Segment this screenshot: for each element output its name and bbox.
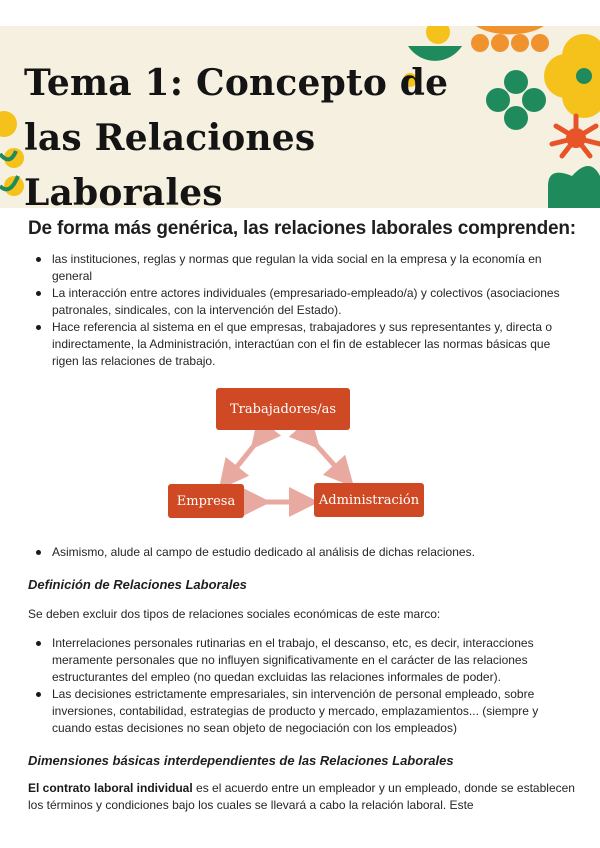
section-intro: Se deben excluir dos tipos de relaciones sociales económicas de este marco: [28, 607, 441, 621]
node-administracion: Administración [314, 483, 424, 517]
section-heading-dimensiones: Dimensiones básicas interdependientes de las Relaciones Laborales [28, 753, 454, 768]
list-item: Asimismo, alude al campo de estudio dedicado al análisis de dichas relaciones. [28, 544, 576, 561]
arrow-right-diagonal [310, 438, 344, 476]
page-title [24, 56, 448, 208]
main-bullet-list [28, 251, 576, 370]
node-empresa: Empresa [168, 484, 244, 518]
header-banner [0, 26, 600, 208]
orange-semicircle-icon [472, 26, 548, 34]
document-body [28, 218, 576, 814]
relations-diagram [28, 388, 576, 534]
title-line-2: las Relaciones [24, 117, 316, 159]
list-item: Las decisiones estrictamente empresariales, sin intervención de personal empleado, sobre inversiones, contabilidad, estrategias de producto y mercado, emplazamientos... (siempre y cuando estas decisiones no sean objeto de negociación con los empleados) [28, 686, 576, 737]
title-line-1: Tema 1: Concepto de [24, 62, 449, 104]
list-item: La interacción entre actores individuales (empresariado-empleado/a) y colectivos (asociaciones patronales, sindicales, con la intervención del Estado). [28, 285, 576, 319]
yellow-flower-icon [544, 34, 600, 118]
paragraph-text: es el acuerdo entre un empleador y un empleado, donde se establecen los términos y condiciones bajo los cuales se llevará a cabo la relación laboral. Este [28, 781, 575, 812]
node-trabajadores: Trabajadores/as [216, 388, 350, 430]
green-clover-icon [486, 70, 546, 130]
list-item: Interrelaciones personales rutinarias en el trabajo, el descanso, etc, es decir, interacciones meramente personales que no influyen significativamente en el carácter de las relaciones estructurantes del empleo (no quedan excluidas las relaciones informales de poder). [28, 635, 576, 686]
yellow-circle-icon [426, 26, 450, 44]
bold-lead: El contrato laboral individual [28, 781, 193, 795]
exclusions-list [28, 635, 576, 737]
yellow-circle-icon [0, 111, 17, 137]
list-item: Hace referencia al sistema en el que empresas, trabajadores y sus representantes y, directa o indirectamente, la Administración, interactúan con el fin de establecer las normas básicas que rigen las relaciones de trabajo. [28, 319, 576, 370]
contract-paragraph [28, 780, 576, 814]
section-subtitle: De forma más genérica, las relaciones laborales comprenden: [28, 218, 576, 239]
after-diagram-list [28, 544, 576, 561]
green-tulip-icon [548, 166, 600, 208]
arrow-left-diagonal [228, 438, 260, 478]
list-item: las instituciones, reglas y normas que regulan la vida social en la empresa y la economía en general [28, 251, 576, 285]
title-line-3: Laborales [24, 172, 223, 208]
section-heading-definicion: Definición de Relaciones Laborales [28, 577, 247, 592]
